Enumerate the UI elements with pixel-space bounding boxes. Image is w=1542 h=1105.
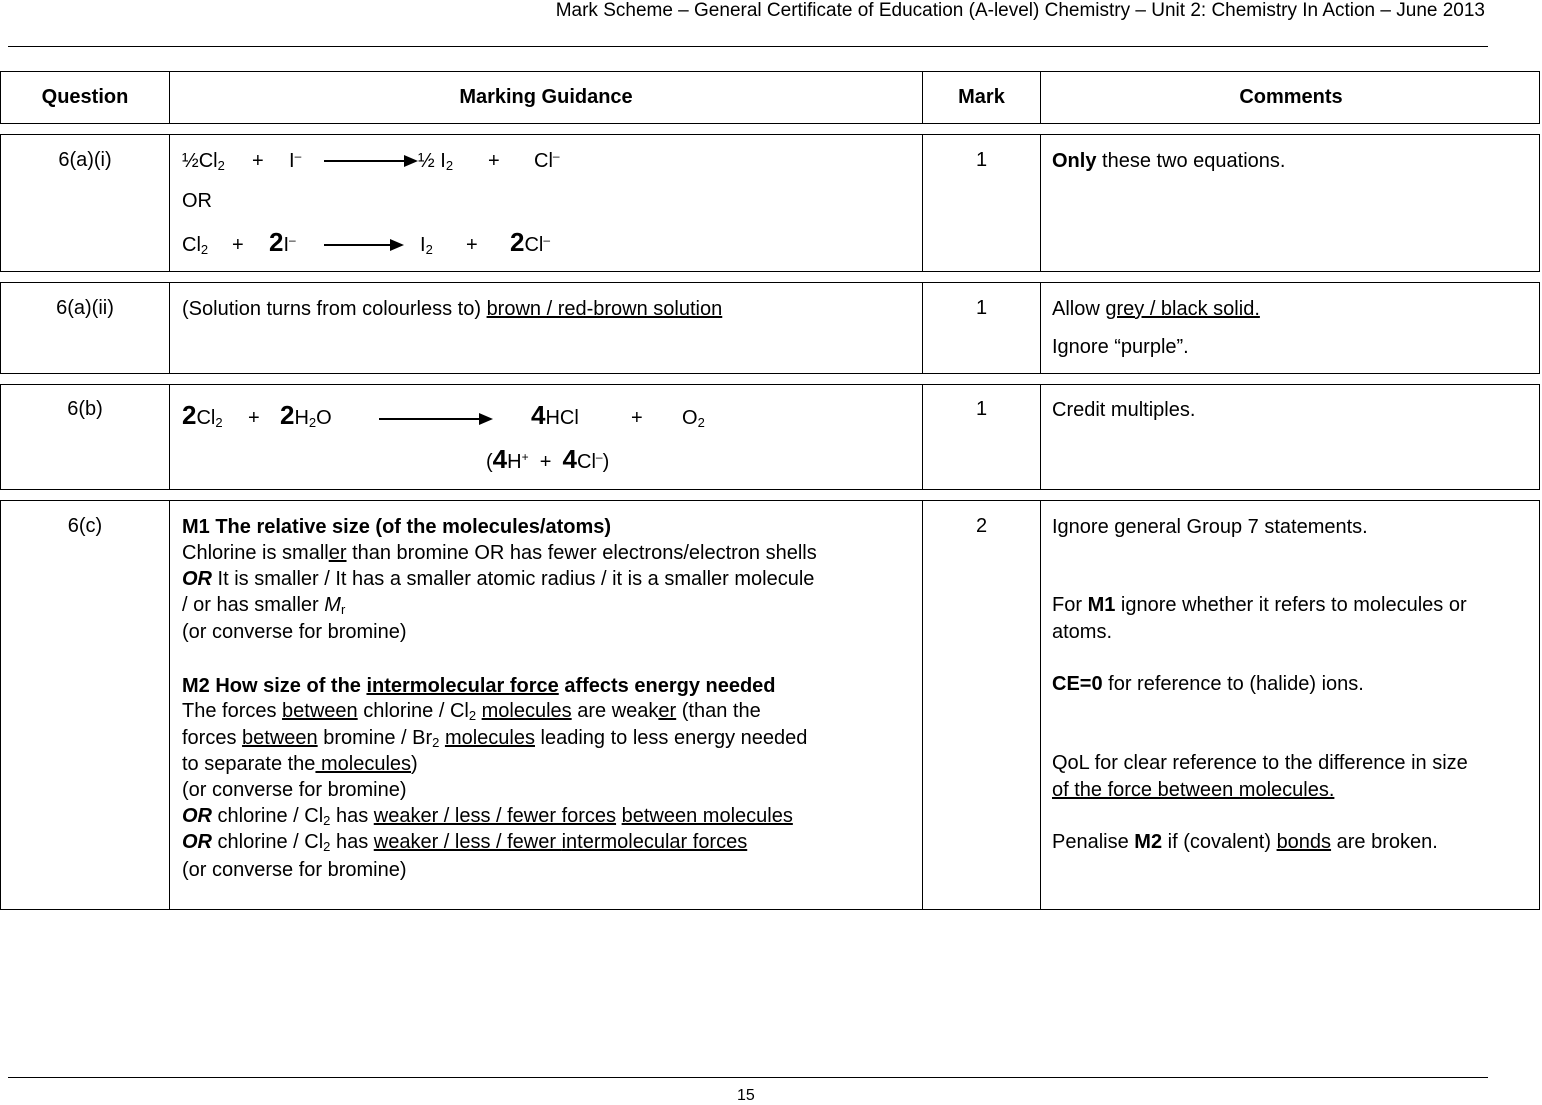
reaction-arrow-icon <box>324 238 404 252</box>
marking-guidance: $\frac{1}{2}Cl_2$ + I– ½ $I_2$ + Cl– OR $Cl_2$ + 2I– $I_2$ + 2Cl– <box>169 135 922 271</box>
marking-guidance: $2Cl_2$ + $2H_2O$ 4HCl + $O_2$ (4H+ + 4Cl–) <box>169 385 922 489</box>
comment: Ignore “purple”. <box>1052 336 1189 358</box>
equation-full: $Cl_2$ <box>182 234 209 257</box>
m1-heading: M1 The relative size (of the molecules/atoms) <box>182 516 612 538</box>
page-header: Mark Scheme – General Certificate of Education (A-level) Chemistry – Unit 2: Chemistry In Action – June 2013 <box>555 0 1485 21</box>
table-row <box>0 500 1540 910</box>
marking-guidance: (Solution turns from colourless to) brown / red-brown solution <box>182 298 723 320</box>
reaction-arrow-icon <box>379 412 493 426</box>
m2-heading: M2 How size of the intermolecular force affects energy needed <box>182 675 776 697</box>
or-text: OR <box>182 190 212 212</box>
equation-half: $\frac{1}{2}Cl_2$ <box>182 150 225 173</box>
table-header-row <box>0 71 1540 124</box>
mark-value: 2 <box>975 515 988 537</box>
table-row <box>0 134 1540 272</box>
question-number: 6(a)(i) <box>58 149 112 171</box>
header-rule <box>8 46 1488 47</box>
column-header-guidance: Marking Guidance <box>169 72 922 123</box>
comment: Credit multiples. <box>1052 399 1196 421</box>
question-number: 6(c) <box>67 515 103 537</box>
mark-value: 1 <box>975 398 988 420</box>
table-row <box>0 282 1540 374</box>
footer-rule <box>8 1077 1488 1078</box>
column-header-question: Question <box>41 86 129 108</box>
question-number: 6(b) <box>67 398 103 420</box>
marking-guidance: M1 The relative size (of the molecules/atoms) Chlorine is smaller than bromine OR has fewer electrons/electron shells OR It is smaller / It has a smaller atomic radius / it is a smaller molecule / or has smaller $M_r$ (or converse for bromine) M2 How size of the intermolecular force affects energy needed The forces between chlorine / $Cl_2$ molecules are weaker (than the forces between bromine / $Br_2$ molecules leading to less energy needed to separate the molecules) (or converse for bromine) OR chlorine / $Cl_2$ has weaker / less / fewer forces between molecules OR chlorine / $Cl_2$ has weaker / less / fewer intermolecular forces (or converse for bromine) <box>169 501 922 909</box>
comment: Allow grey / black solid. <box>1052 298 1260 320</box>
comment: Only these two equations. <box>1052 150 1286 172</box>
reaction-arrow-icon <box>324 154 418 168</box>
column-header-mark: Mark <box>922 72 1040 123</box>
column-header-comments: Comments <box>1040 72 1541 123</box>
mark-value: 1 <box>975 149 988 171</box>
question-number: 6(a)(ii) <box>56 297 114 319</box>
mark-value: 1 <box>975 297 988 319</box>
comments: Ignore general Group 7 statements. For M1 ignore whether it refers to molecules or atoms. CE=0 for reference to (halide) ions. QoL for clear reference to the difference in size of the force between molecules. Penalise M2 if (covalent) bonds are broken. <box>1040 501 1541 909</box>
table-row <box>0 384 1540 490</box>
page-number: 15 <box>737 1087 755 1104</box>
